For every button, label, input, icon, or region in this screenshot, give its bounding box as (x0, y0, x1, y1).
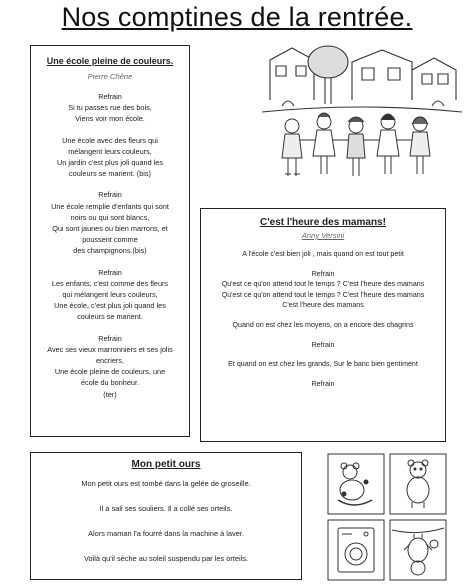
teddy-bear-sequence-illustration (326, 452, 448, 582)
poem-author: Pierre Chêne (87, 72, 133, 81)
poem-stanza: Quand on est chez les moyens, on a encore des chagrins (232, 320, 414, 329)
poem-stanza: Refrain Avec ses vieux marronniers et ses jolis encriers, Une école pleine de couleurs, une école du bonheur. (ter) (47, 333, 173, 399)
poem-box-heure-des-mamans (200, 208, 446, 442)
poem-box-ecole (30, 45, 190, 437)
poem-title: Mon petit ours (131, 459, 201, 470)
poem-stanza: Refrain (311, 379, 335, 388)
poem-box-petit-ours (30, 452, 302, 580)
poem-line: Mon petit ours est tombé dans la gelée de groseille. (81, 479, 251, 488)
poem-line: Alors maman l'a fourré dans la machine à laver. (88, 529, 244, 538)
poem-title: Une école pleine de couleurs. (46, 56, 174, 66)
poem-stanza: Une école avec des fleurs qui mélangent leurs couleurs, Un jardin c'est plus joli quand les couleurs se marient. (bis) (56, 135, 164, 179)
poem-line: Voilà qu'il sèche au soleil suspendu par les orteils. (83, 554, 249, 563)
page-title: Nos comptines de la rentrée. (61, 2, 413, 32)
poem-author: Anny Versini (301, 231, 345, 240)
poem-stanza: Refrain Qu'est ce qu'on attend tout le temps ? C'est l'heure des mamans Qu'est ce qu'on attend tout le temps ? C'est l'heure des mamans C'est l'heure des mamans (221, 269, 425, 310)
poem-stanza: A l'école c'est bien joli , mais quand on est tout petit (242, 250, 404, 258)
poem-stanza: Refrain Si tu passes rue des bois, Viens voir mon école. (68, 92, 152, 124)
poem-stanza: Refrain Une école remplie d'enfants qui sont noirs ou qui sont blancs, Qui sont jaunes ou bien marrons, et poussent comme des champignons.(bis) (51, 190, 169, 256)
poem-title: C'est l'heure des mamans! (260, 217, 386, 228)
children-school-illustration (262, 40, 462, 200)
poem-stanza: Refrain Les enfants, c'est comme des fleurs qui mélangent leurs couleurs, Une école, c'est plus joli quand les couleurs se marient. (51, 267, 169, 322)
poem-stanza: Et quand on est chez les grands, Sur le banc bien gentiment (228, 360, 418, 369)
poem-line: Il a sali ses souliers. Il a collé ses orteils. (99, 504, 233, 513)
poem-stanza: Refrain (311, 340, 335, 349)
